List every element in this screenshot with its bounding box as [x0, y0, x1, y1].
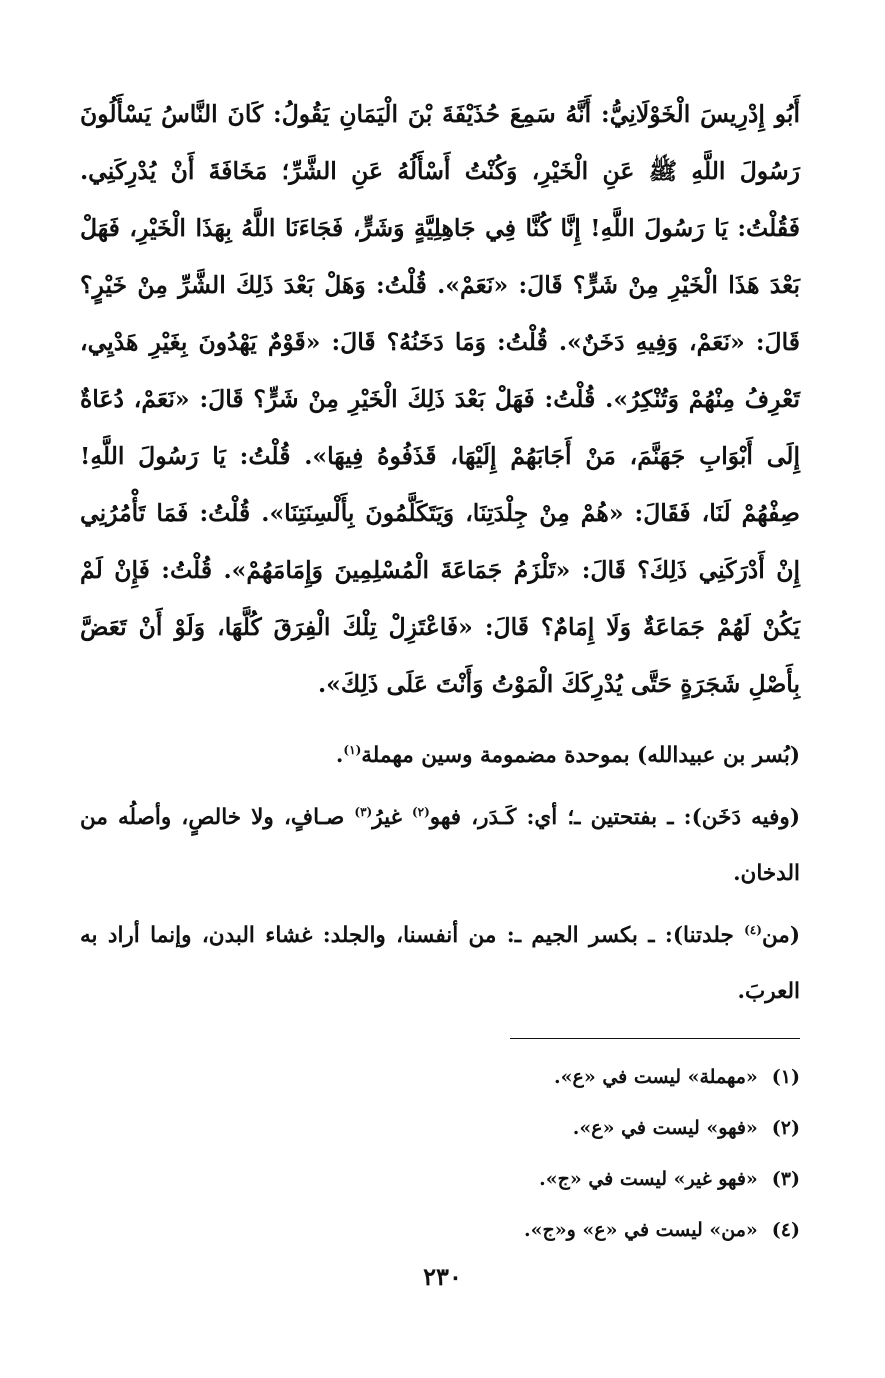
footnote-item — [80, 1205, 800, 1256]
commentary-jildatina-text-a: (من — [761, 923, 800, 948]
footnote-text: «فهو غير» ليست في «ج». — [539, 1168, 758, 1190]
footnote-text: «فهو» ليست في «ع». — [572, 1117, 758, 1139]
commentary-bisr-text: (بُسر بن عبيدالله) بموحدة مضمومة وسين مهملة — [361, 743, 800, 768]
page-number: ٢٣٠ — [423, 1262, 462, 1291]
commentary-dakhan-text-c: صـافٍ، ولا خالصٍ، وأصلُه من الدخان. — [80, 805, 800, 886]
footnote-ref-1: (١) — [343, 742, 362, 757]
commentary-jildatina — [80, 908, 800, 1020]
footnote-item — [80, 1154, 800, 1205]
footnote-number: (٣) — [771, 1168, 800, 1190]
footnote-divider — [510, 1038, 800, 1039]
footnote-ref-2: (٢) — [411, 804, 430, 819]
footnote-number: (١) — [771, 1066, 800, 1088]
commentary-jildatina-text-b: جلدتنا): ـ بكسر الجيم ـ: من أنفسنا، والجلد: غشاء البدن، وإنما أراد به العربَ. — [80, 923, 800, 1004]
footnote-item — [80, 1052, 800, 1103]
footnote-text: «مهملة» ليست في «ع». — [554, 1066, 758, 1088]
footnotes-list — [80, 1052, 800, 1256]
commentary-bisr — [80, 728, 800, 784]
commentary-dakhan-text-b: غيرُ — [372, 805, 412, 830]
footnote-ref-3: (٣) — [354, 804, 373, 819]
commentary-dakhan — [80, 790, 800, 902]
commentary-bisr-end: . — [335, 743, 344, 768]
commentary-dakhan-text-a: (وفيه دَخَن): ـ بفتحتين ـ؛ أي: كَـدَر، فهو — [429, 805, 800, 830]
footnote-text: «من» ليست في «ع» و«ج». — [523, 1219, 758, 1241]
footnote-item — [80, 1103, 800, 1154]
hadith-text: أَبُو إِدْرِيسَ الْخَوْلَانِيُّ: أَنَّهُ سَمِعَ حُذَيْفَةَ بْنَ الْيَمَانِ يَقُولُ: كَانَ النَّاسُ يَسْأَلُونَ رَسُولَ اللَّهِ ﷺ عَنِ الْخَيْرِ، وَكُنْتُ أَسْأَلُهُ عَنِ الشَّرِّ؛ مَخَافَةَ أَنْ يُدْرِكَنِي. فَقُلْتُ: يَا رَسُولَ اللَّهِ! إِنَّا كُنَّا فِي جَاهِلِيَّةٍ وَشَرٍّ، فَجَاءَنَا اللَّهُ بِهَذَا الْخَيْرِ، فَهَلْ بَعْدَ هَذَا الْخَيْرِ مِنْ شَرٍّ؟ قَالَ: «نَعَمْ». قُلْتُ: وَهَلْ بَعْدَ ذَلِكَ الشَّرِّ مِنْ خَيْرٍ؟ قَالَ: «نَعَمْ، وَفِيهِ دَخَنٌ». قُلْتُ: وَمَا دَخَنُهُ؟ قَالَ: «قَوْمٌ يَهْدُونَ بِغَيْرِ هَدْيِي، تَعْرِفُ مِنْهُمْ وَتُنْكِرُ». قُلْتُ: فَهَلْ بَعْدَ ذَلِكَ الْخَيْرِ مِنْ شَرٍّ؟ قَالَ: «نَعَمْ، دُعَاةٌ إِلَى أَبْوَابِ جَهَنَّمَ، مَنْ أَجَابَهُمْ إِلَيْهَا، قَذَفُوهُ فِيهَا». قُلْتُ: يَا رَسُولَ اللَّهِ! صِفْهُمْ لَنَا، فَقَالَ: «هُمْ مِنْ جِلْدَتِنَا، وَيَتَكَلَّمُونَ بِأَلْسِنَتِنَا». قُلْتُ: فَمَا تَأْمُرُنِي إِنْ أَدْرَكَنِي ذَلِكَ؟ قَالَ: «تَلْزَمُ جَمَاعَةَ الْمُسْلِمِينَ وَإِمَامَهُمْ». قُلْتُ: فَإِنْ لَمْ يَكُنْ لَهُمْ جَمَاعَةٌ وَلَا إِمَامٌ؟ قَالَ: «فَاعْتَزِلْ تِلْكَ الْفِرَقَ كُلَّهَا، وَلَوْ أَنْ تَعَضَّ بِأَصْلِ شَجَرَةٍ حَتَّى يُدْرِكَكَ الْمَوْتُ وَأَنْتَ عَلَى ذَلِكَ». — [80, 100, 800, 698]
footnote-number: (٤) — [771, 1219, 800, 1241]
footnote-number: (٢) — [771, 1117, 800, 1139]
footnote-ref-4: (٤) — [744, 922, 762, 937]
